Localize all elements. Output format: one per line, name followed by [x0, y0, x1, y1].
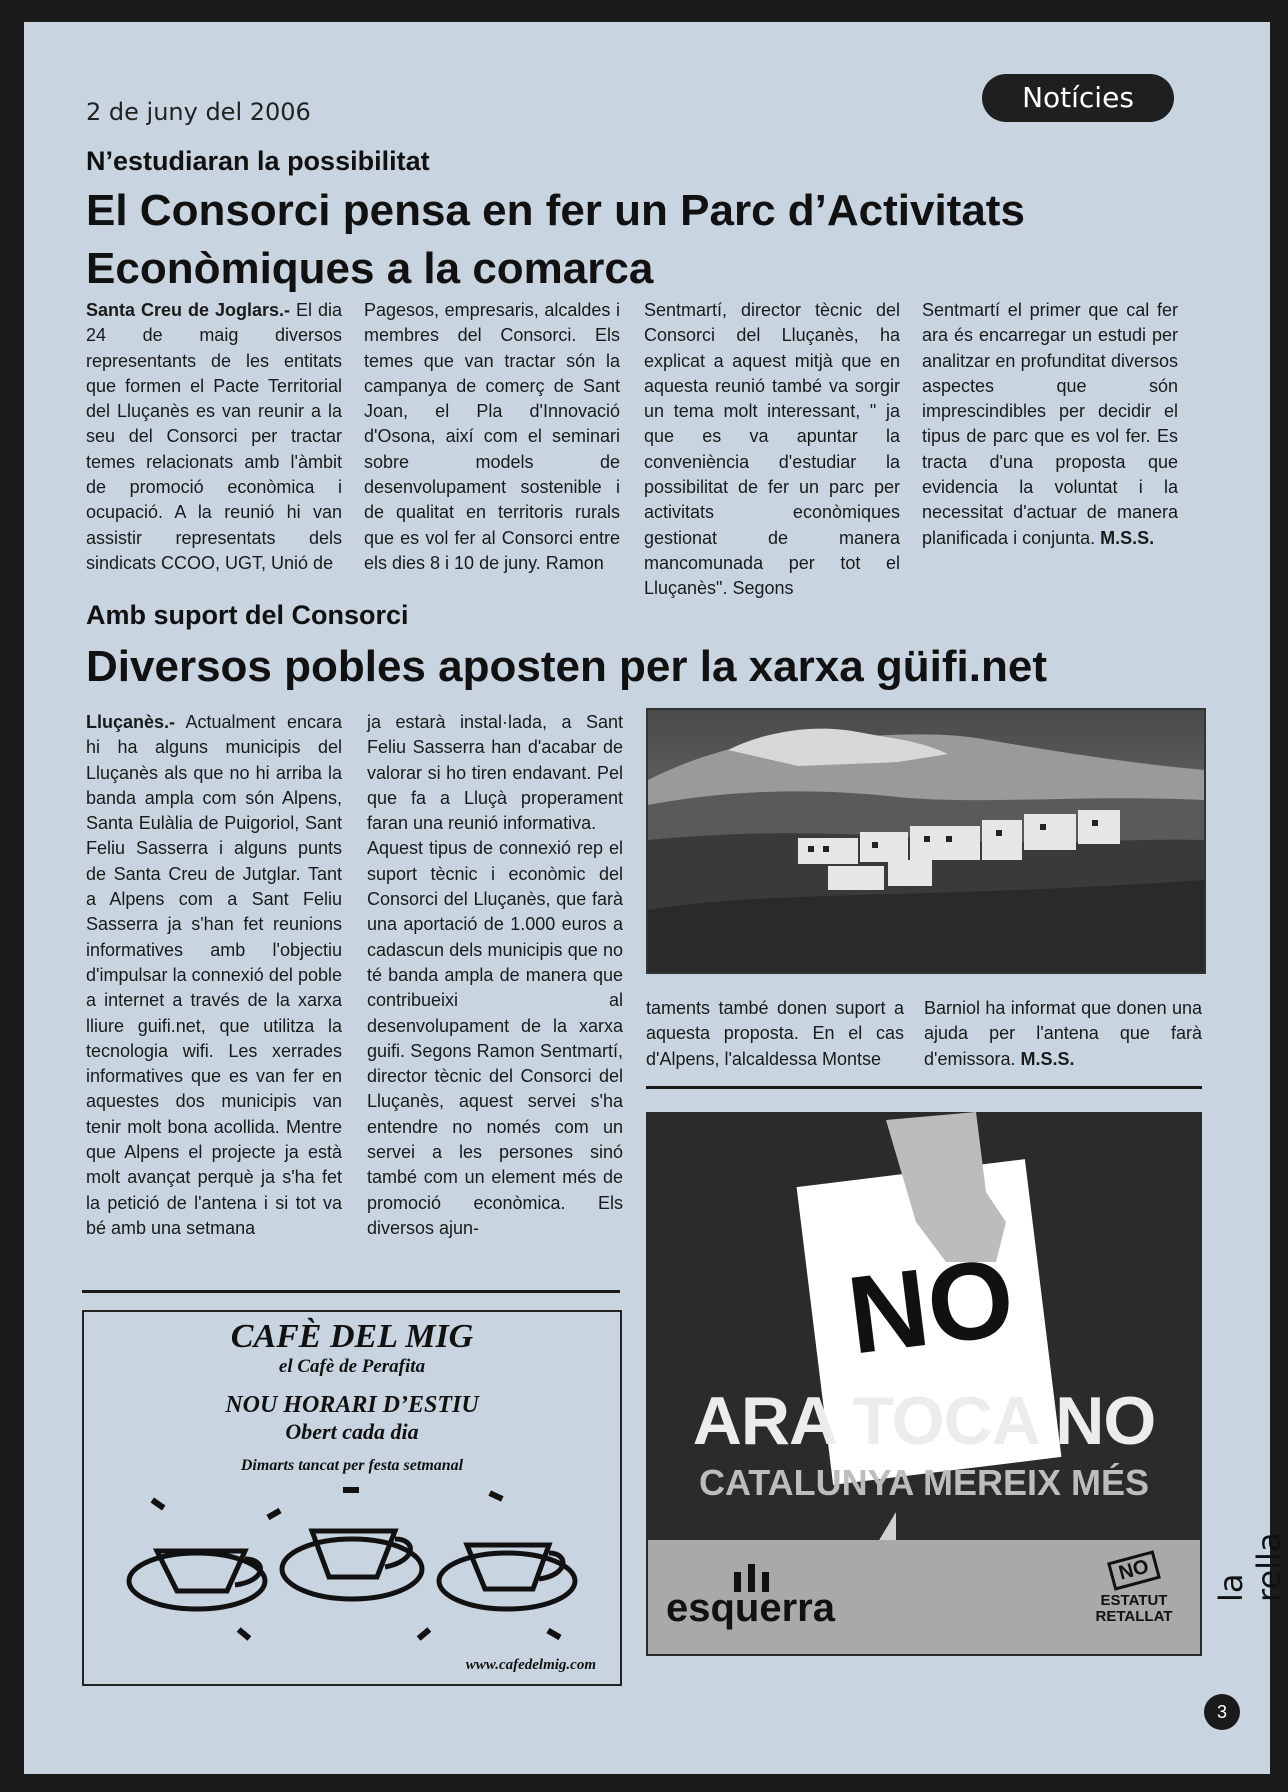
ad-subslogan: CATALUNYA MEREIX MÉS [698, 1462, 1150, 1503]
newspaper-page [24, 22, 1288, 1774]
article1-kicker: N’estudiaran la possibilitat [86, 146, 430, 176]
cafe-del-mig-ad [82, 1310, 622, 1686]
page-number: 3 [1204, 1694, 1240, 1730]
village-landscape-image [648, 710, 1204, 972]
cafe-divider-rule [82, 1290, 620, 1293]
article2-column-2 [367, 710, 623, 1241]
article1-headline-line2: Econòmiques a la comarca [86, 244, 654, 293]
article1-column-2: Pagesos, empresaris, alcaldes i membres del Consorci. Els temes que van tractar són la campanya de comerç de Sant Joan, el Pla d'Innovació d'Osona, així com el seminari sobre models de desenvolupament sostenible i de qualitat en territoris rurals que es vol fer al Consorci entre els dies 8 i 10 de juny. Ramon [364, 300, 620, 573]
article2-column-3: taments també donen suport a aquesta proposta. En el cas d'Alpens, l'alcaldessa Montse [646, 998, 904, 1069]
article2-kicker: Amb suport del Consorci [86, 600, 409, 630]
village-photo [646, 708, 1206, 974]
cafe-closed-day: Dimarts tancat per festa setmanal [240, 1457, 464, 1474]
ad-divider-rule [646, 1086, 1202, 1089]
article2-column-1 [86, 710, 342, 1241]
article2-headline: Diversos pobles aposten per la xarxa güifi.net [86, 642, 1047, 691]
section-tag: Notícies [982, 74, 1174, 122]
article1-byline: Santa Creu de Joglars.- [86, 300, 291, 320]
badge-no: NO [1107, 1550, 1161, 1590]
article2-col1-text: Actualment encara hi ha alguns municipis del Lluçanès als que no hi arriba la banda ampla com són Alpens, Santa Eulàlia de Puigoriol, Sant Feliu Sasserra i alguns punts de Santa Creu de Jutglar. Tant a Alpens com a Sant Feliu Sasserra ja s'han fet reunions informatives amb l'objectiu d'impulsar la connexió del poble a internet a través de la xarxa lliure guifi.net, que utilitza la tecnologia wifi. Les xerrades informatives que es van fer en aquestes dos municipis van tenir molt bona acollida. Mentre que Alpens el projecte ja està molt avançat perquè ja s'ha fet la petició de l'antena i si tot va bé amb una setmana [86, 712, 342, 1238]
article1-column-1 [86, 298, 342, 576]
article2-col2a-text: ja estarà instal·lada, a Sant Feliu Sasserra han d'acabar de valorar si ho tiren endavant. Pel que fa a Lluçà properament faran una reunió informativa. [367, 712, 623, 834]
cafe-subtitle: el Cafè de Perafita [278, 1356, 426, 1377]
article1-headline-line1: El Consorci pensa en fer un Parc d’Activitats [86, 186, 1025, 235]
political-ad [646, 1112, 1202, 1656]
badge-line2: RETALLAT [1095, 1608, 1173, 1625]
article2-column-4 [924, 996, 1202, 1072]
article1-column-4 [922, 298, 1178, 551]
badge-line1: ESTATUT [1100, 1592, 1168, 1609]
article2-byline: Lluçanès.- [86, 712, 176, 732]
esquerra-logo-text: esquerra [666, 1586, 835, 1630]
ballot-no-text: NO [841, 1235, 1021, 1378]
article2-col4-text: Barniol ha informat que donen una ajuda per l'antena que farà d'emissora. [924, 998, 1202, 1069]
cafe-open-days: Obert cada dia [285, 1419, 419, 1444]
estatut-retallat-badge [1086, 1556, 1182, 1625]
article1-column-3: Sentmartí, director tècnic del Consorci del Lluçanès, ha explicat a aquest mitjà que en aquesta reunió també va sorgir un tema molt interessant, " ja que es va apuntar la conveniència d'estudiar la possibilitat de fer un parc per activitats econòmiques gestionat de manera mancomunada per tot el Lluçanès". Segons [644, 300, 900, 599]
issue-date: 2 de juny del 2006 [86, 98, 311, 126]
article2-col2b-text: Aquest tipus de connexió rep el suport tècnic i econòmic del Consorci del Lluçanès, que farà una aportació de 1.000 euros a cadascun dels municipis que no té banda ampla de manera que contribueixi al desenvolupament de la xarxa guifi. Segons Ramon Sentmartí, director tècnic del Consorci del Lluçanès, aquest servei s'ha entendre no només com un servei a les persones sinó també com un element més de promoció econòmica. Els diversos ajun- [367, 838, 623, 1238]
article1-headline [86, 182, 1025, 298]
coffee-cups-illustration [117, 1481, 587, 1651]
article1-signature: M.S.S. [1100, 527, 1155, 548]
article1-col1-text: El dia 24 de maig diversos representants de les entitats que formen el Pacte Territorial del Lluçanès es van reunir a la seu del Consorci per tractar temes relacionats amb l'àmbit de promoció econòmica i ocupació. A la reunió hi van assistir representats dels sindicats CCOO, UGT, Unió de [86, 300, 343, 573]
ad-slogan: ARA TOCA NO [692, 1383, 1156, 1459]
article2-signature: M.S.S. [1020, 1048, 1075, 1069]
publication-name: la rella [1212, 1532, 1288, 1602]
cafe-name: CAFÈ DEL MIG [230, 1318, 474, 1355]
article1-col4-text: Sentmartí el primer que cal fer ara és encarregar un estudi per analitzar en profunditat diversos aspectes que són imprescindibles per decidir el tipus de parc que es vol fer. Es tracta d'una proposta que evidencia la voluntat i la necessitat d'actuar de manera planificada i conjunta. [922, 300, 1178, 548]
cafe-website: www.cafedelmig.com [465, 1657, 596, 1673]
cafe-schedule-title: NOU HORARI D’ESTIU [225, 1392, 479, 1418]
